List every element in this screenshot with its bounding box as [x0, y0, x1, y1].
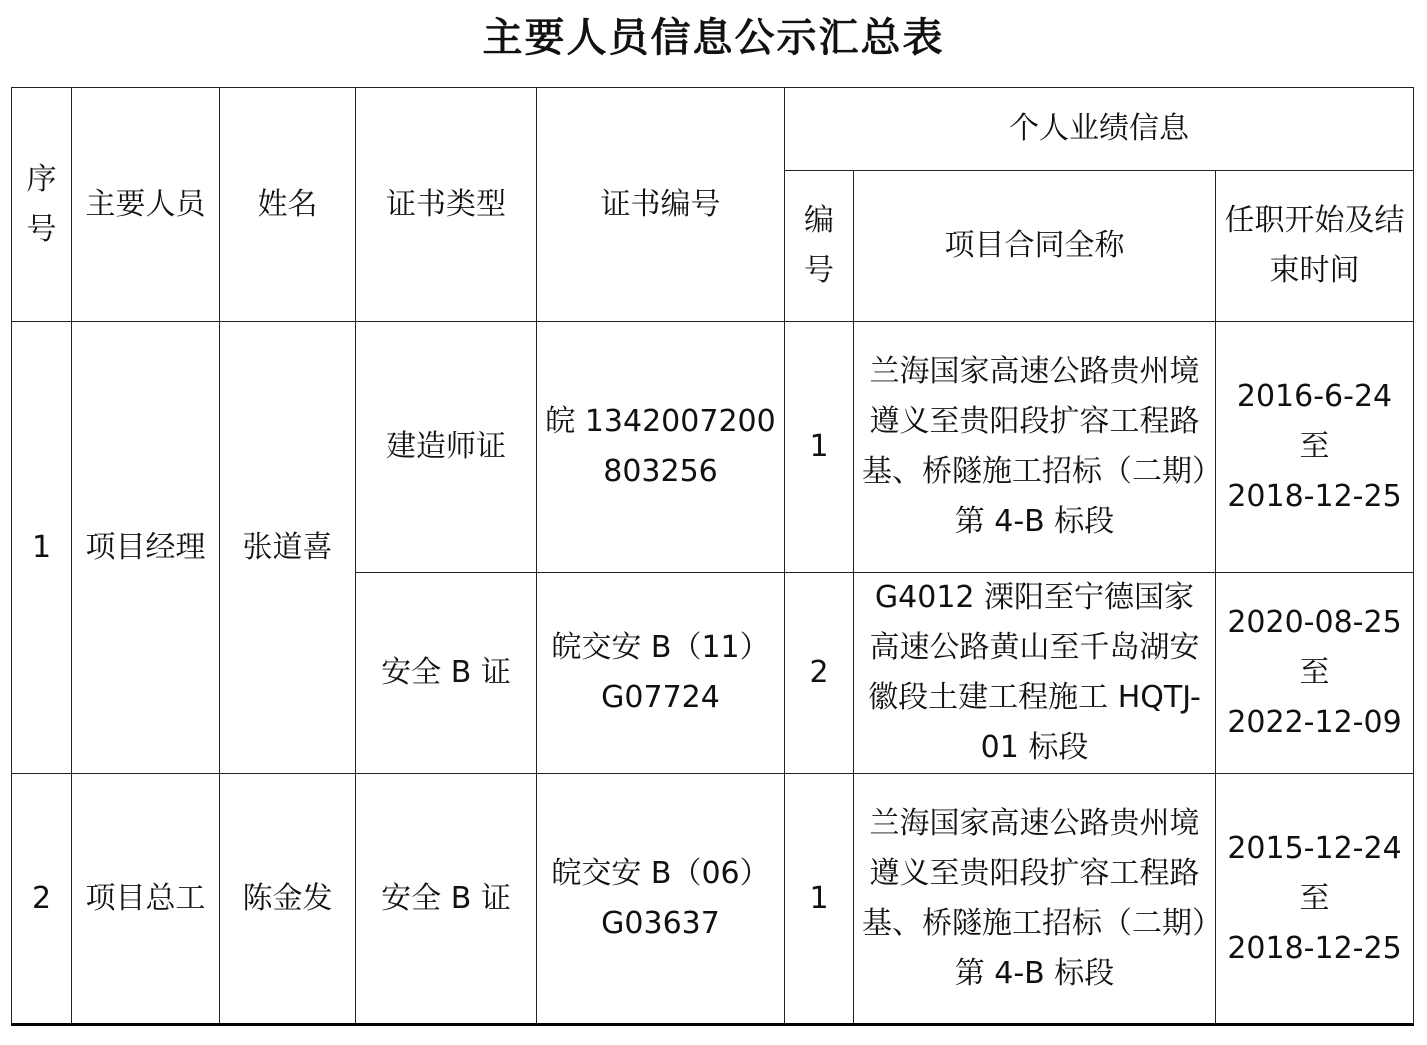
cert-type-cell: 建造师证	[356, 322, 537, 573]
header-performance: 个人业绩信息	[785, 88, 1414, 171]
header-row-1	[12, 88, 1414, 171]
period-to: 至	[1299, 880, 1330, 916]
header-role: 主要人员	[72, 88, 220, 322]
perf-no-cell: 2	[785, 573, 854, 774]
header-cert-no: 证书编号	[537, 88, 785, 322]
seq-cell: 1	[12, 322, 72, 774]
name-cell: 张道喜	[220, 322, 356, 774]
personnel-table	[11, 87, 1414, 1026]
page-title: 主要人员信息公示汇总表	[482, 14, 945, 61]
table-row	[12, 322, 1414, 573]
period-start: 2016-6-24	[1236, 379, 1393, 414]
header-project: 项目合同全称	[854, 171, 1216, 322]
role-cell: 项目经理	[72, 322, 220, 774]
period-to: 至	[1299, 429, 1330, 464]
period-end: 2018-12-25	[1227, 930, 1402, 966]
name-cell: 陈金发	[220, 774, 356, 1025]
period-end: 2022-12-09	[1227, 705, 1402, 740]
project-cell: 兰海国家高速公路贵州境遵义至贵阳段扩容工程路基、桥隧施工招标（二期）第 4-B 标段	[854, 322, 1216, 573]
period-cell	[1216, 322, 1414, 573]
header-cert-type: 证书类型	[356, 88, 537, 322]
period-cell	[1216, 774, 1414, 1025]
role-cell: 项目总工	[72, 774, 220, 1025]
cert-no-cell: 皖交安 B（11） G07724	[537, 573, 785, 774]
perf-no-cell: 1	[785, 774, 854, 1025]
project-cell: G4012 溧阳至宁德国家高速公路黄山至千岛湖安徽段土建工程施工 HQTJ-01 标段	[854, 573, 1216, 774]
period-start: 2015-12-24	[1227, 830, 1402, 866]
header-period: 任职开始及结束时间	[1216, 171, 1414, 322]
perf-no-cell: 1	[785, 322, 854, 573]
cert-type-cell: 安全 B 证	[356, 774, 537, 1025]
header-perf-no: 编号	[785, 171, 854, 322]
table-row	[12, 774, 1414, 1025]
period-cell	[1216, 573, 1414, 774]
header-seq: 序号	[12, 88, 72, 322]
period-start: 2020-08-25	[1227, 605, 1402, 640]
project-cell: 兰海国家高速公路贵州境遵义至贵阳段扩容工程路基、桥隧施工招标（二期）第 4-B 标段	[854, 774, 1216, 1025]
cert-no-cell: 皖交安 B（06） G03637	[537, 774, 785, 1025]
header-name: 姓名	[220, 88, 356, 322]
cert-no-cell: 皖 1342007200803256	[537, 322, 785, 573]
period-end: 2018-12-25	[1227, 479, 1402, 514]
cert-type-cell: 安全 B 证	[356, 573, 537, 774]
period-to: 至	[1299, 655, 1330, 690]
seq-cell: 2	[12, 774, 72, 1025]
